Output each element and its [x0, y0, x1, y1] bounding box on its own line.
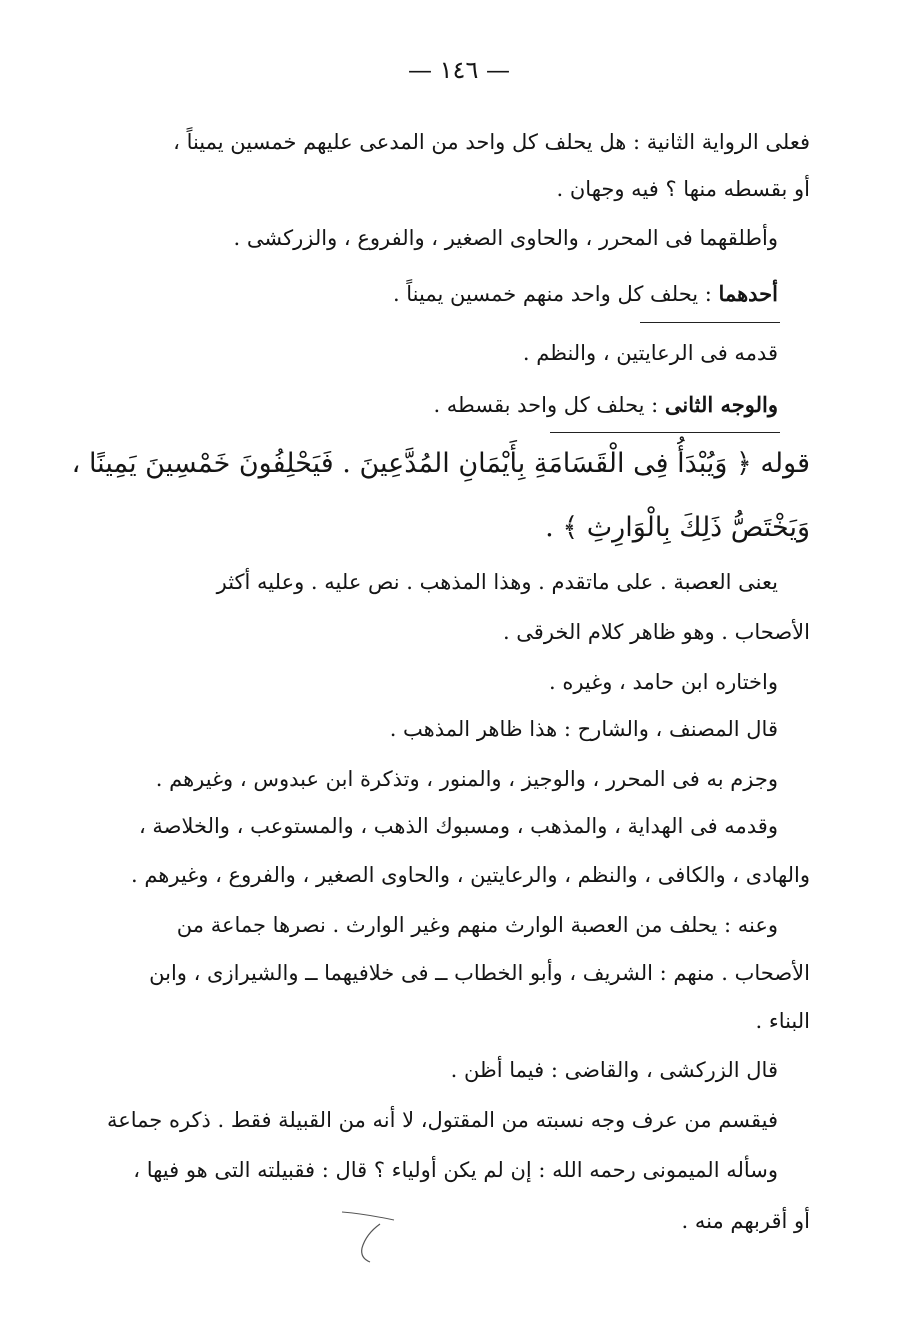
text-line: وقدمه فى الهداية ، والمذهب ، ومسبوك الذهب ، والمستوعب ، والخلاصة ،	[138, 814, 778, 838]
text-line: الأصحاب . منهم : الشريف ، وأبو الخطاب ــ فى خلافيهما ــ والشيرازى ، وابن	[149, 961, 810, 985]
divider	[640, 322, 780, 323]
text-line: وجزم به فى المحرر ، والوجيز ، والمنور ، وتذكرة ابن عبدوس ، وغيرهم .	[155, 767, 778, 791]
text-line: البناء .	[755, 1009, 810, 1033]
text-line: فعلى الرواية الثانية : هل يحلف كل واحد من المدعى عليهم خمسين يميناً ،	[173, 130, 810, 154]
text-line-rest: : يحلف كل واحد منهم خمسين يميناً .	[392, 282, 719, 306]
quoted-text-line: وَيَخْتَصُّ ذَلِكَ بِالْوَارِثِ ﴾ .	[545, 512, 810, 543]
page-number: — ١٤٦ —	[408, 56, 510, 84]
subheading-first-aspect: أحدهما	[718, 281, 778, 306]
text-line: يعنى العصبة . على ماتقدم . وهذا المذهب . نص عليه . وعليه أكثر	[216, 570, 778, 594]
text-line	[393, 279, 778, 309]
subheading-second-aspect: والوجه الثانى	[664, 392, 778, 417]
text-line: وأطلقهما فى المحرر ، والحاوى الصغير ، والفروع ، والزركشى .	[233, 226, 778, 250]
text-line	[433, 390, 778, 420]
divider	[550, 432, 780, 433]
text-line: قدمه فى الرعايتين ، والنظم .	[522, 341, 778, 365]
text-line: قال الزركشى ، والقاضى : فيما أظن .	[450, 1058, 778, 1082]
text-line: والهادى ، والكافى ، والنظم ، والرعايتين ، والحاوى الصغير ، والفروع ، وغيرهم .	[130, 863, 810, 887]
text-line: الأصحاب . وهو ظاهر كلام الخرقى .	[502, 620, 810, 644]
text-line: وسأله الميمونى رحمه الله : إن لم يكن أولياء ؟ قال : فقبيلته التى هو فيها ،	[133, 1158, 778, 1182]
quoted-text-line: قوله ﴿ وَيُبْدَأُ فِى الْقَسَامَةِ بِأَيْمَانِ المُدَّعِينَ . فَيَحْلِفُونَ خَمْسِينَ يَمِينًا ،	[71, 448, 810, 479]
pen-mark	[336, 1208, 416, 1268]
text-line: قال المصنف ، والشارح : هذا ظاهر المذهب .	[389, 717, 778, 741]
text-line: أو بقسطه منها ؟ فيه وجهان .	[556, 177, 810, 201]
text-line-rest: : يحلف كل واحد بقسطه .	[433, 393, 665, 417]
text-line: واختاره ابن حامد ، وغيره .	[548, 670, 778, 694]
text-line: أو أقربهم منه .	[681, 1209, 810, 1233]
text-line: فيقسم من عرف وجه نسبته من المقتول، لا أنه من القبيلة فقط . ذكره جماعة	[106, 1108, 778, 1132]
text-line: وعنه : يحلف من العصبة الوارث منهم وغير الوارث . نصرها جماعة من	[176, 913, 778, 937]
